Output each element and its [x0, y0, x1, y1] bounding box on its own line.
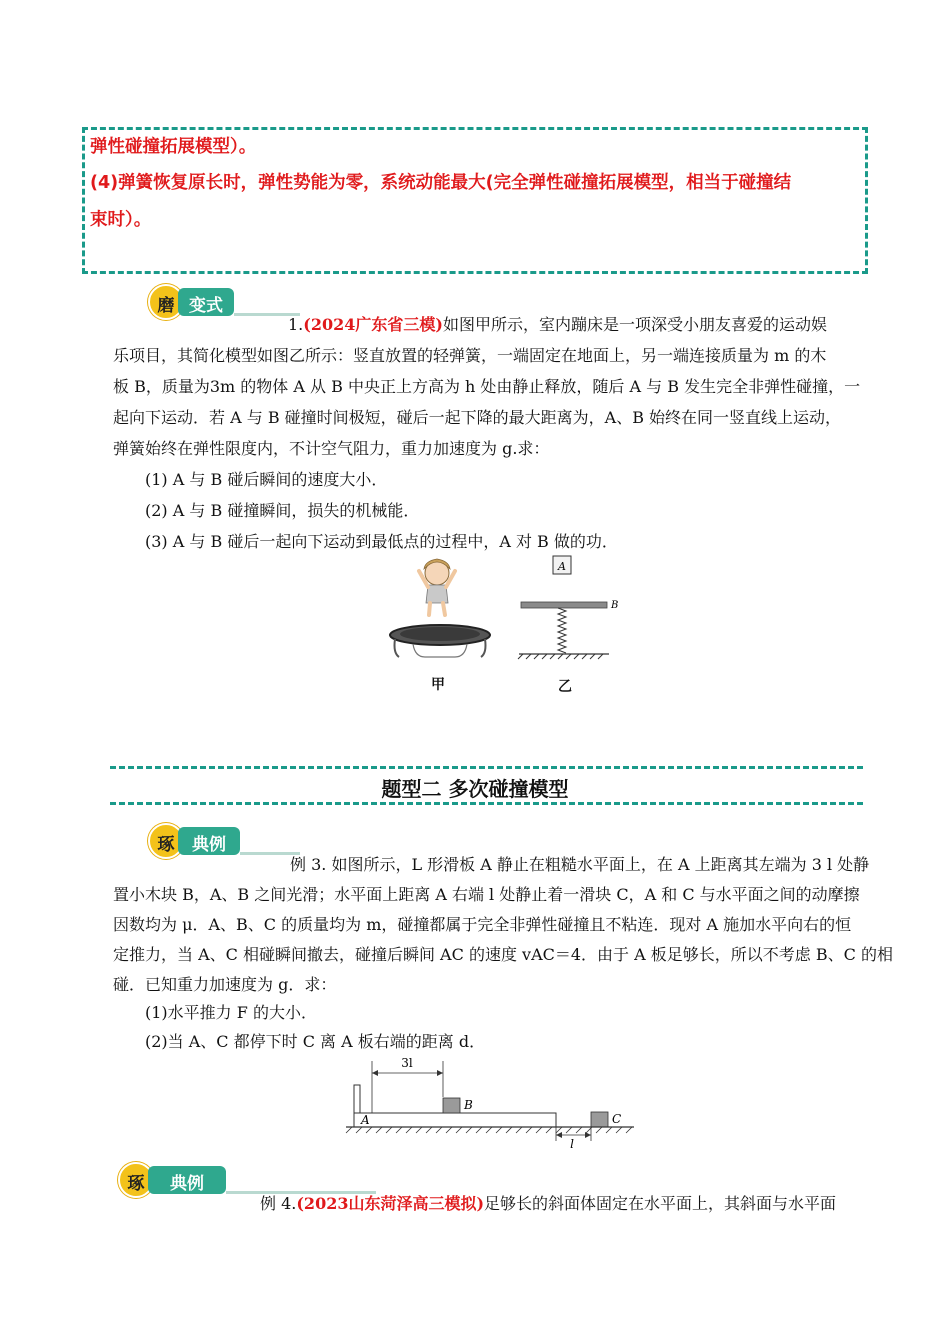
svg-text:B: B: [611, 600, 619, 611]
svg-text:l: l: [570, 1137, 574, 1148]
badge-pill: 典例: [178, 827, 240, 855]
problem1-line-3: 板 B，质量为3m 的物体 A 从 B 中央正上方高为 h 处由静止释放，随后 A 与 B 发生完全非弹性碰撞，一: [113, 377, 861, 396]
example4-source: (2023山东菏泽高三模拟): [296, 1194, 485, 1213]
badge-circle: 磨: [148, 284, 184, 320]
example-badge-2: [118, 1162, 268, 1198]
child-illustration: [419, 559, 455, 615]
problem1-line-4: 起向下运动．若 A 与 B 碰撞时间极短，碰后一起下降的最大距离为，A、B 始终在同一竖直线上运动，: [113, 408, 842, 427]
problem1-source: (2024广东省三模): [303, 315, 443, 334]
svg-text:C: C: [612, 1112, 622, 1126]
badge-circle: 琢: [118, 1162, 154, 1198]
example-badge: [148, 823, 298, 859]
problem1-line-2: 乐项目，其简化模型如图乙所示：竖直放置的轻弹簧，一端固定在地面上，另一端连接质量为 m 的木: [113, 346, 827, 365]
variant-badge: [148, 284, 298, 320]
tip-line-3: 束时）。: [90, 210, 152, 230]
figure1-caption-right: 乙: [558, 679, 572, 695]
figure-trampoline: [385, 553, 645, 693]
svg-text:A: A: [361, 1113, 370, 1127]
example3-line-5: 碰．已知重力加速度为 g．求：: [113, 975, 337, 994]
trampoline-illustration: [390, 625, 490, 657]
problem1-question-2: (2) A 与 B 碰撞瞬间，损失的机械能．: [145, 501, 420, 520]
badge-pill: 变式: [178, 288, 234, 316]
badge-pill: 典例: [148, 1166, 226, 1194]
problem1-line-1: 1.(2024广东省三模)如图甲所示，室内蹦床是一项深受小朋友喜爱的运动娱: [288, 315, 827, 334]
example3-question-2: (2)当 A、C 都停下时 C 离 A 板右端的距离 d．: [145, 1032, 486, 1051]
section-bottom-rule: [110, 802, 863, 805]
svg-text:A: A: [558, 560, 566, 573]
problem1-line-5: 弹簧始终在弹性限度内，不计空气阻力，重力加速度为 g.求：: [113, 439, 550, 458]
example4-line-1: 例 4.(2023山东菏泽高三模拟)足够长的斜面体固定在水平面上，其斜面与水平面: [260, 1194, 837, 1213]
spring-model: [518, 556, 618, 659]
figure-sliding-board: [342, 1053, 637, 1148]
section-top-rule: [110, 766, 863, 769]
example3-line-1: 例 3. 如图所示，L 形滑板 A 静止在粗糙水平面上，在 A 上距离其左端为 3 l 处静: [290, 855, 870, 874]
example3-line-4: 定推力，当 A、C 相碰瞬间撤去，碰撞后瞬间 AC 的速度 vAC＝4．由于 A 板足够长，所以不考虑 B、C 的相: [113, 945, 893, 964]
example3-line-3: 因数均为 μ．A、B、C 的质量均为 m，碰撞都属于完全非弹性碰撞且不粘连．现对 A 施加水平向右的恒: [113, 915, 852, 934]
example3-question-1: (1)水平推力 F 的大小．: [145, 1003, 317, 1022]
tip-line-2: (4)弹簧恢复原长时，弹性势能为零，系统动能最大(完全弹性碰撞拓展模型，相当于碰撞结: [90, 173, 792, 193]
badge-circle: 琢: [148, 823, 184, 859]
problem1-question-1: (1) A 与 B 碰后瞬间的速度大小．: [145, 470, 388, 489]
example3-line-2: 置小木块 B，A、B 之间光滑；水平面上距离 A 右端 l 处静止着一滑块 C，A 和 C 与水平面之间的动摩擦: [113, 885, 860, 904]
problem1-question-3: (3) A 与 B 碰后一起向下运动到最低点的过程中，A 对 B 做的功．: [145, 532, 618, 551]
figure1-caption-left: 甲: [431, 677, 445, 693]
tip-line-1: 弹性碰撞拓展模型）。: [90, 137, 257, 157]
svg-text:B: B: [464, 1098, 473, 1112]
section-title: 题型二 多次碰撞模型: [381, 777, 569, 801]
svg-text:3l: 3l: [401, 1056, 413, 1070]
